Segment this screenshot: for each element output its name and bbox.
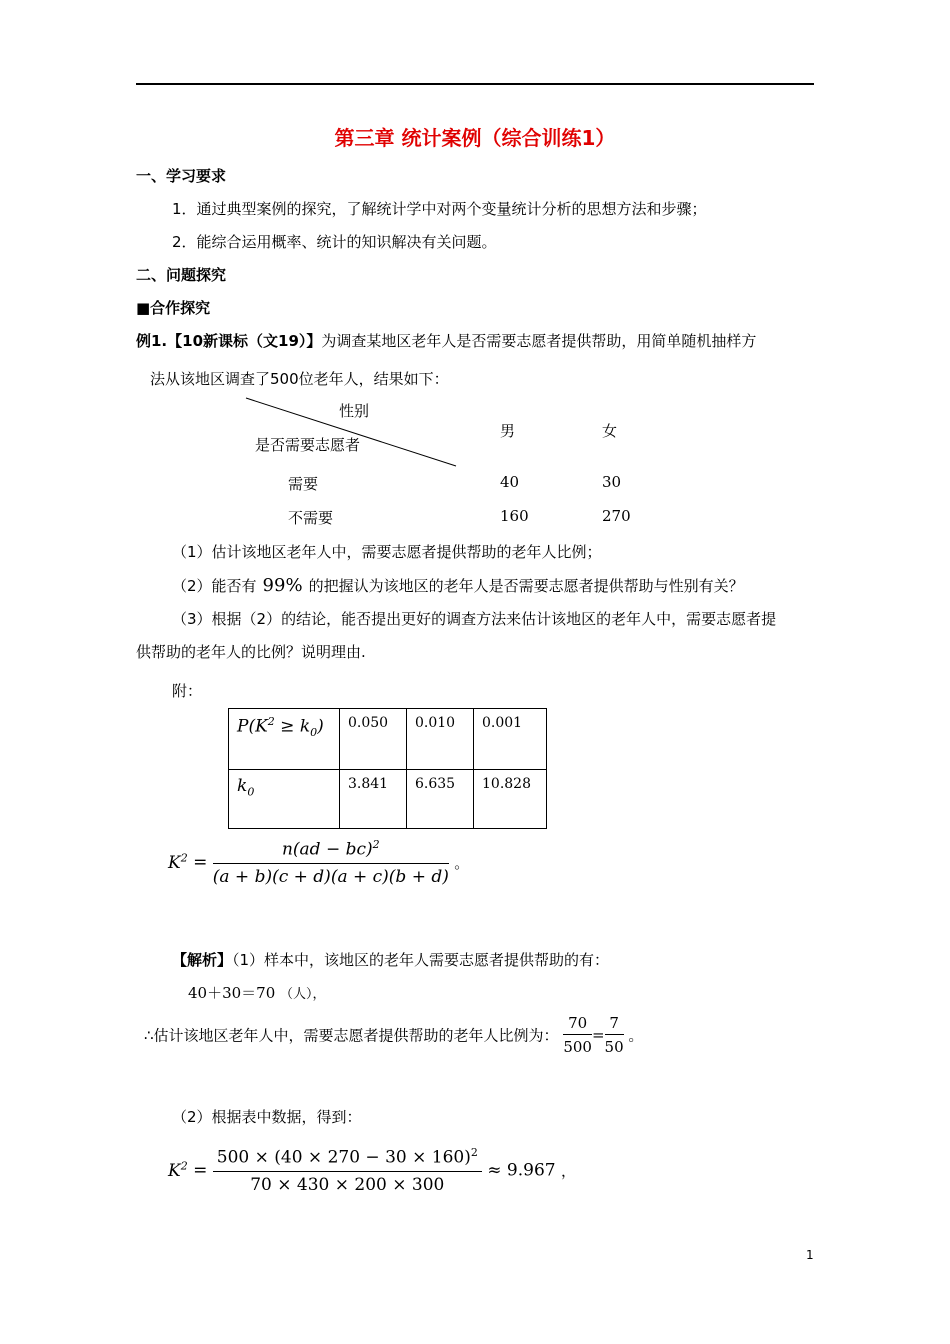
appendix-label: 附： xyxy=(172,682,203,700)
k-header-cell: $k_0$ xyxy=(229,770,340,829)
diag-header-need: 是否需要志愿者 xyxy=(255,436,361,454)
estimate-end: 。 xyxy=(628,1026,644,1045)
col-header-male: 男 xyxy=(500,422,516,440)
k2-formula: $K^2$ = $\frac{n(ad - bc)^2}{(a + b)(c + d)(a + c)(b + d)}$ 。 xyxy=(168,838,470,887)
estimate-line: ∴估计该地区老年人中，需要志愿者提供帮助的老年人比例为： $\frac{70}{500}$ = $\frac{7}{50}$ 。 xyxy=(144,1014,644,1056)
k2-calculation: $K^2$ = $\frac{500 \times (40 \times 270 - 30 \times 160)^2}{70 \times 430 \times 200 \times 300}$ ≈ 9.967 ， xyxy=(168,1146,577,1195)
header-rule xyxy=(136,83,814,85)
table-row xyxy=(229,709,547,770)
k-value-cell: 6.635 xyxy=(407,770,474,829)
page-title: 第三章 统计案例（综合训练1） xyxy=(334,126,616,150)
p-value-cell: 0.001 xyxy=(474,709,547,770)
formula-suffix: 。 xyxy=(454,853,470,872)
p-header-cell: $P(K^2 \ge k_0)$ xyxy=(229,709,340,770)
calc-unit: （人）， xyxy=(280,987,326,1002)
cell-need-male: 40 xyxy=(500,473,520,491)
page-number: 1 xyxy=(806,1248,814,1262)
section-heading-exploration: 二、问题探究 xyxy=(136,266,227,284)
analysis-text: （1）样本中，该地区的老年人需要志愿者提供帮助的有： xyxy=(232,951,610,969)
frac1-den: 500 xyxy=(563,1038,592,1056)
p-value-cell: 0.010 xyxy=(407,709,474,770)
diag-header-gender: 性别 xyxy=(339,402,370,420)
row-label-no-need: 不需要 xyxy=(288,509,334,527)
k2-suffix: ， xyxy=(561,1161,577,1180)
frac1-num: 70 xyxy=(563,1014,592,1035)
question-3-line1: （3）根据（2）的结论，能否提出更好的调查方法来估计该地区的老年人中，需要志愿者提 xyxy=(172,610,777,628)
question-1: （1）估计该地区老年人中，需要志愿者提供帮助的老年人比例； xyxy=(172,543,602,561)
part2-text: （2）根据表中数据，得到： xyxy=(172,1108,362,1126)
frac2-den: 50 xyxy=(604,1038,624,1056)
p-value-cell: 0.050 xyxy=(340,709,407,770)
example-text-1: 为调查某地区老年人是否需要志愿者提供帮助，用简单随机抽样方 xyxy=(321,332,757,350)
confidence-percent: 99% xyxy=(262,575,303,596)
question-3-line2: 供帮助的老年人的比例？说明理由. xyxy=(136,643,366,661)
table-row xyxy=(229,770,547,829)
cell-noneed-male: 160 xyxy=(500,507,529,525)
subsection-heading: ■合作探究 xyxy=(136,299,211,317)
calc-line xyxy=(188,982,326,1003)
example-intro-line2: 法从该地区调查了500位老年人，结果如下： xyxy=(150,370,449,388)
ratio-fraction-1 xyxy=(563,1014,592,1056)
frac2-num: 7 xyxy=(605,1014,624,1035)
k2-calc-numerator: 500 × (40 × 270 − 30 × 160) xyxy=(216,1147,471,1168)
requirement-1: 1．通过典型案例的探究，了解统计学中对两个变量统计分析的思想方法和步骤； xyxy=(172,200,707,218)
question-2-pre: （2）能否有 xyxy=(172,577,257,595)
ratio-fraction-2 xyxy=(605,1014,624,1056)
row-label-need: 需要 xyxy=(288,475,319,493)
question-2-post: 的把握认为该地区的老年人是否需要志愿者提供帮助与性别有关？ xyxy=(308,577,744,595)
k2-calc-fraction: $\frac{500 \times (40 \times 270 - 30 \times 160)^2}{70 \times 430 \times 200 \times 300}$ xyxy=(213,1146,482,1195)
analysis-line xyxy=(172,949,609,970)
calc-sum: 40＋30＝70 xyxy=(188,984,276,1002)
requirement-2: 2．能综合运用概率、统计的知识解决有关问题。 xyxy=(172,233,497,251)
k-value-cell: 3.841 xyxy=(340,770,407,829)
col-header-female: 女 xyxy=(602,422,618,440)
critical-value-table xyxy=(228,708,547,829)
estimate-text: ∴估计该地区老年人中，需要志愿者提供帮助的老年人比例为： xyxy=(144,1026,559,1045)
k2-calc-denominator: 70 × 430 × 200 × 300 xyxy=(250,1174,445,1195)
k2-formula-fraction: $\frac{n(ad - bc)^2}{(a + b)(c + d)(a + c)(b + d)}$ xyxy=(212,838,449,887)
analysis-label: 【解析】 xyxy=(172,951,233,969)
example-label: 例1.【10新课标（文19）】 xyxy=(136,332,322,350)
k2-result: ≈ 9.967 xyxy=(487,1160,556,1181)
cell-need-female: 30 xyxy=(602,473,622,491)
section-heading-requirements: 一、学习要求 xyxy=(136,167,227,185)
question-2 xyxy=(172,575,744,596)
cell-noneed-female: 270 xyxy=(602,507,631,525)
example-intro-line1 xyxy=(136,330,756,351)
k-value-cell: 10.828 xyxy=(474,770,547,829)
